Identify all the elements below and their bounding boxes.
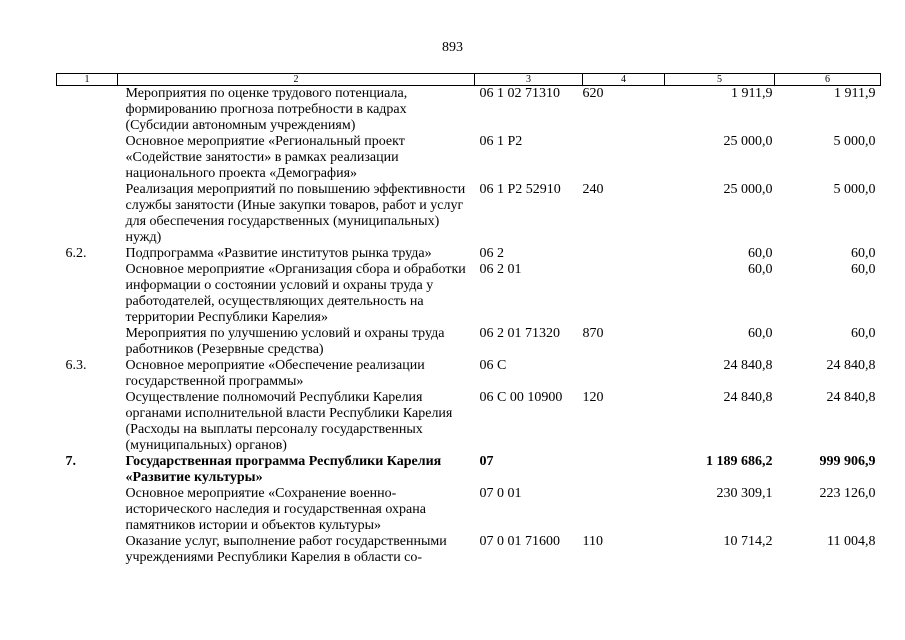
row-expense-type	[583, 454, 665, 486]
table-row	[57, 134, 881, 182]
column-header: 4	[583, 74, 665, 86]
row-sum-1: 1 911,9	[731, 86, 773, 101]
row-name: Осуществление полномочий Республики Карелия органами исполнительной власти Республики Карелия (Расходы на выплаты персоналу государственных (муниципальных) органов)	[125, 390, 453, 453]
table-row	[57, 534, 881, 566]
row-sum-2: 223 126,0	[819, 486, 876, 501]
row-number	[57, 534, 118, 566]
row-sum-2: 60,0	[851, 262, 876, 277]
row-code: 06 1 02 71310	[479, 86, 560, 101]
row-expense-type	[583, 358, 665, 390]
row-number	[57, 262, 118, 326]
row-code: 07	[479, 454, 494, 469]
row-expense-type: 120	[582, 390, 604, 405]
row-sum-1: 24 840,8	[723, 390, 773, 405]
row-sum-1: 24 840,8	[723, 358, 773, 373]
column-header: 3	[475, 74, 583, 86]
column-header: 5	[665, 74, 775, 86]
row-sum-2: 60,0	[851, 326, 876, 341]
row-number	[57, 182, 118, 246]
row-expense-type: 620	[582, 86, 604, 101]
row-code: 06 С 00 10900	[479, 390, 563, 405]
table-row	[57, 454, 881, 486]
row-code: 07 0 01 71600	[479, 534, 560, 549]
row-sum-1: 10 714,2	[723, 534, 773, 549]
table-header	[57, 74, 881, 86]
row-name: Основное мероприятие «Региональный проект «Содействие занятости» в рамках реализации национального проекта «Демография»	[125, 134, 405, 181]
budget-table	[56, 73, 881, 566]
row-sum-1: 60,0	[748, 326, 773, 341]
row-name: Мероприятия по оценке трудового потенциала, формированию прогноза потребности в кадрах (Субсидии автономным учреждениям)	[125, 86, 408, 133]
row-name: Реализация мероприятий по повышению эффективности службы занятости (Иные закупки товаров, работ и услуг для обеспечения государственных (муниципальных) нужд)	[125, 182, 466, 245]
row-code: 07 0 01	[479, 486, 522, 501]
row-sum-1: 230 309,1	[716, 486, 773, 501]
table-row	[57, 262, 881, 326]
table-row	[57, 326, 881, 358]
table-body	[57, 86, 881, 567]
row-number: 6.3.	[65, 358, 87, 373]
row-sum-2: 1 911,9	[834, 86, 876, 101]
row-expense-type	[583, 246, 665, 262]
row-sum-2: 24 840,8	[826, 358, 876, 373]
row-name: Государственная программа Республики Карелия «Развитие культуры»	[125, 454, 442, 485]
row-expense-type: 870	[582, 326, 604, 341]
row-sum-2: 60,0	[851, 246, 876, 261]
row-expense-type	[583, 262, 665, 326]
row-sum-2: 5 000,0	[833, 182, 876, 197]
row-code: 06 2 01 71320	[479, 326, 560, 341]
row-sum-1: 60,0	[748, 262, 773, 277]
row-sum-2: 5 000,0	[833, 134, 876, 149]
column-header: 2	[118, 74, 475, 86]
row-name: Мероприятия по улучшению условий и охраны труда работников (Резервные средства)	[125, 326, 445, 357]
row-name: Подпрограмма «Развитие институтов рынка труда»	[125, 246, 432, 261]
row-name: Основное мероприятие «Сохранение военно-исторического наследия и государственная охрана памятников истории и объектов культуры»	[125, 486, 426, 533]
column-header: 1	[57, 74, 118, 86]
row-code: 06 2	[479, 246, 504, 261]
row-code: 06 1 P2 52910	[479, 182, 561, 197]
table-row	[57, 390, 881, 454]
row-expense-type	[583, 134, 665, 182]
row-name: Основное мероприятие «Обеспечение реализации государственной программы»	[125, 358, 425, 389]
table-row	[57, 182, 881, 246]
row-number	[57, 86, 118, 135]
row-number: 7.	[65, 454, 76, 469]
row-number	[57, 486, 118, 534]
table-row	[57, 358, 881, 390]
row-name: Основное мероприятие «Организация сбора и обработки информации о состоянии условий и охраны труда у работодателей, осуществляющих деятельность на территории Республики Карелия»	[125, 262, 466, 325]
column-header: 6	[775, 74, 881, 86]
row-sum-1: 1 189 686,2	[706, 454, 773, 469]
table-row	[57, 86, 881, 135]
row-sum-1: 25 000,0	[723, 134, 773, 149]
row-expense-type: 240	[582, 182, 604, 197]
page-number: 893	[442, 40, 463, 55]
row-sum-1: 25 000,0	[723, 182, 773, 197]
row-number	[57, 390, 118, 454]
row-name: Оказание услуг, выполнение работ государственными учреждениями Республики Карелия в области со-	[125, 534, 447, 565]
table-row	[57, 246, 881, 262]
row-sum-1: 60,0	[748, 246, 773, 261]
row-number	[57, 326, 118, 358]
row-number: 6.2.	[65, 246, 87, 261]
row-code: 06 1 P2	[479, 134, 523, 149]
row-code: 06 2 01	[479, 262, 522, 277]
column-number-row	[57, 74, 881, 86]
row-code: 06 С	[479, 358, 507, 373]
row-expense-type: 110	[582, 534, 603, 549]
table-row	[57, 486, 881, 534]
row-expense-type	[583, 486, 665, 534]
row-sum-2: 11 004,8	[827, 534, 876, 549]
row-number	[57, 134, 118, 182]
row-sum-2: 999 906,9	[819, 454, 876, 469]
row-sum-2: 24 840,8	[826, 390, 876, 405]
